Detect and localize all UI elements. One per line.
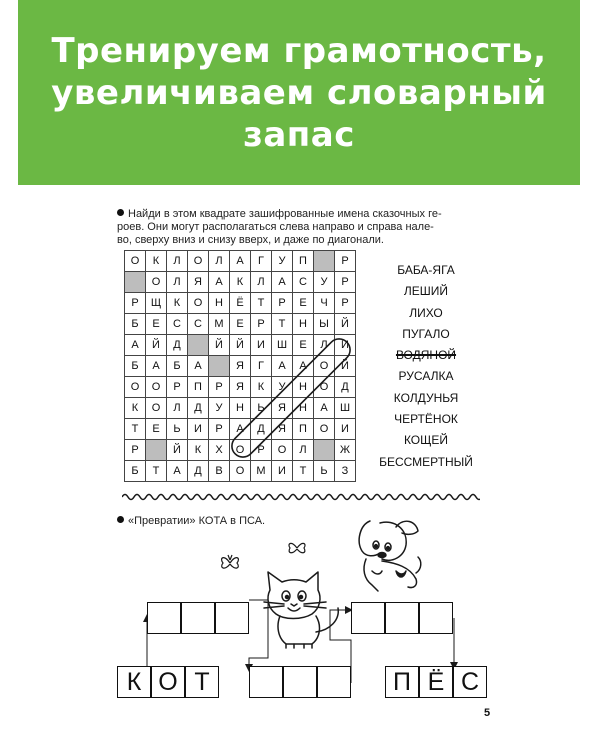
task1-instruction-line-2: роев. Они могут располагаться слева направо и справа нале-	[117, 221, 434, 233]
grid-cell[interactable]: Т	[293, 461, 314, 482]
grid-cell[interactable]: Н	[293, 314, 314, 335]
grid-cell[interactable]: О	[125, 377, 146, 398]
title-line-1: Тренируем грамотность,	[51, 30, 547, 71]
grid-cell[interactable]: Г	[251, 356, 272, 377]
grid-cell[interactable]: Р	[335, 272, 356, 293]
grid-cell[interactable]: А	[272, 272, 293, 293]
grid-cell[interactable]: Д	[251, 419, 272, 440]
grid-cell[interactable]: Ы	[314, 314, 335, 335]
grid-cell[interactable]: К	[188, 440, 209, 461]
grid-cell[interactable]: Д	[188, 398, 209, 419]
word-list-item: ЛЕШИЙ	[403, 284, 449, 299]
grid-cell[interactable]: Ш	[335, 398, 356, 419]
grid-cell[interactable]: Р	[125, 293, 146, 314]
grid-cell[interactable]: Р	[209, 419, 230, 440]
grid-cell[interactable]: У	[209, 398, 230, 419]
grid-cell[interactable]: Б	[125, 356, 146, 377]
grid-cell[interactable]: И	[272, 461, 293, 482]
end-letter-box: Ё	[419, 666, 453, 698]
word-list-item: КОЩЕЙ	[403, 433, 449, 448]
word-list-item: ПУГАЛО	[402, 326, 450, 341]
grid-cell[interactable]: В	[209, 461, 230, 482]
blank-letter-box[interactable]	[215, 602, 249, 634]
grid-cell[interactable]: А	[146, 356, 167, 377]
grid-cell[interactable]: А	[314, 398, 335, 419]
grid-cell[interactable]: Е	[146, 419, 167, 440]
grid-cell[interactable]: Р	[272, 293, 293, 314]
blank-letter-box[interactable]	[181, 602, 215, 634]
grid-cell[interactable]: О	[146, 377, 167, 398]
task1-instruction-line-1: Найди в этом квадрате зашифрованные имена сказочных ге-	[117, 208, 487, 221]
grid-cell[interactable]: Н	[293, 398, 314, 419]
word-list-item: КОЛДУНЬЯ	[393, 390, 459, 405]
grid-cell[interactable]: К	[146, 251, 167, 272]
grid-cell[interactable]: Р	[335, 293, 356, 314]
start-letter-box: К	[117, 666, 151, 698]
grid-cell[interactable]: О	[272, 440, 293, 461]
blank-letter-box[interactable]	[419, 602, 453, 634]
grid-cell[interactable]: К	[230, 272, 251, 293]
grid-cell[interactable]: И	[251, 335, 272, 356]
grid-cell[interactable]: Я	[272, 419, 293, 440]
blank-letter-box[interactable]	[147, 602, 181, 634]
grid-cell[interactable]: Е	[293, 335, 314, 356]
grid-cell[interactable]: О	[188, 293, 209, 314]
grid-cell[interactable]: Р	[251, 440, 272, 461]
task2-instruction: «Превратии» КОТА в ПСА.	[117, 515, 265, 528]
grid-cell[interactable]: А	[188, 356, 209, 377]
grid-cell[interactable]: О	[314, 377, 335, 398]
grid-cell[interactable]: Я	[230, 377, 251, 398]
grid-cell[interactable]: Д	[167, 335, 188, 356]
grid-cell[interactable]: К	[125, 398, 146, 419]
grid-cell[interactable]: Н	[293, 377, 314, 398]
grid-cell[interactable]: Е	[293, 293, 314, 314]
grid-cell[interactable]: А	[272, 356, 293, 377]
grid-cell[interactable]: Г	[251, 251, 272, 272]
grid-cell[interactable]: Й	[209, 335, 230, 356]
butterfly-icon	[286, 538, 308, 558]
butterfly-icon	[218, 552, 242, 574]
grid-cell[interactable]: С	[293, 272, 314, 293]
grid-cell[interactable]: Л	[167, 251, 188, 272]
grid-cell[interactable]: У	[314, 272, 335, 293]
grid-cell[interactable]: П	[293, 251, 314, 272]
grid-cell[interactable]: Р	[209, 377, 230, 398]
cat-illustration	[256, 568, 346, 650]
grid-cell[interactable]: О	[188, 251, 209, 272]
grid-cell[interactable]: Л	[293, 440, 314, 461]
grid-cell[interactable]: К	[251, 377, 272, 398]
grid-cell[interactable]: Е	[230, 314, 251, 335]
grid-cell[interactable]: Н	[209, 293, 230, 314]
grid-cell[interactable]: О	[146, 398, 167, 419]
grid-cell[interactable]: О	[230, 440, 251, 461]
word-list-item: ЧЕРТЁНОК	[394, 412, 458, 427]
grid-cell[interactable]: П	[188, 377, 209, 398]
grid-cell[interactable]: Й	[230, 335, 251, 356]
grid-cell[interactable]: Ш	[272, 335, 293, 356]
title-line-3: запас	[243, 114, 355, 155]
grid-cell[interactable]: Ё	[230, 293, 251, 314]
grid-cell[interactable]: А	[230, 251, 251, 272]
grid-cell[interactable]: А	[293, 356, 314, 377]
page-number: 5	[484, 707, 491, 719]
grid-cell[interactable]: А	[125, 335, 146, 356]
grid-cell[interactable]: Р	[167, 377, 188, 398]
grid-cell[interactable]: И	[188, 419, 209, 440]
grid-cell[interactable]: А	[230, 419, 251, 440]
grid-cell[interactable]: У	[272, 251, 293, 272]
title-line-2: увеличиваем словарный	[51, 72, 547, 113]
grid-cell[interactable]: И	[335, 335, 356, 356]
grid-cell[interactable]: Щ	[146, 293, 167, 314]
grid-cell[interactable]: Р	[335, 251, 356, 272]
blank-letter-box[interactable]	[283, 666, 317, 698]
grid-cell[interactable]: Д	[335, 377, 356, 398]
grid-cell[interactable]: Ч	[314, 293, 335, 314]
blank-letter-box[interactable]	[317, 666, 351, 698]
grid-cell[interactable]: Б	[125, 314, 146, 335]
dog-illustration	[352, 513, 424, 593]
grid-cell[interactable]: Й	[335, 314, 356, 335]
word-list-item: БЕССМЕРТНЫЙ	[379, 454, 473, 469]
grid-cell[interactable]: Н	[230, 398, 251, 419]
word-list-item: ЛИХО	[409, 305, 443, 320]
grid-cell[interactable]: Т	[146, 461, 167, 482]
grid-cell[interactable]: Й	[167, 440, 188, 461]
grid-cell[interactable]: М	[209, 314, 230, 335]
end-letter-box: П	[385, 666, 419, 698]
grid-cell[interactable]: Л	[209, 251, 230, 272]
grid-cell[interactable]: Я	[188, 272, 209, 293]
grid-cell[interactable]: И	[335, 419, 356, 440]
grid-cell[interactable]: О	[146, 272, 167, 293]
grid-cell[interactable]: Й	[146, 335, 167, 356]
grid-cell[interactable]: О	[314, 356, 335, 377]
grid-cell[interactable]: Х	[209, 440, 230, 461]
grid-cell[interactable]: Й	[335, 356, 356, 377]
grid-cell[interactable]: Р	[125, 440, 146, 461]
grid-cell[interactable]: Л	[314, 335, 335, 356]
grid-cell[interactable]: Ь	[314, 461, 335, 482]
grid-cell[interactable]: Л	[167, 272, 188, 293]
grid-cell[interactable]: О	[125, 251, 146, 272]
grid-cell[interactable]: Т	[125, 419, 146, 440]
grid-cell[interactable]: О	[230, 461, 251, 482]
grid-cell[interactable]: С	[188, 314, 209, 335]
grid-cell[interactable]: Я	[230, 356, 251, 377]
grid-cell[interactable]: О	[314, 419, 335, 440]
word-list-item: ВОДЯНОЙ	[395, 348, 457, 363]
grid-cell[interactable]: Б	[167, 356, 188, 377]
grid-cell[interactable]: Е	[146, 314, 167, 335]
grid-cell[interactable]: А	[167, 461, 188, 482]
blank-letter-box[interactable]	[351, 602, 385, 634]
grid-cell[interactable]: З	[335, 461, 356, 482]
grid-cell[interactable]: А	[209, 272, 230, 293]
grid-cell[interactable]: М	[251, 461, 272, 482]
grid-cell[interactable]: Т	[251, 293, 272, 314]
blank-letter-box[interactable]	[385, 602, 419, 634]
start-letter-box: Т	[185, 666, 219, 698]
grid-cell[interactable]: Л	[251, 272, 272, 293]
task1-instruction-line-3: во, сверху вниз и снизу вверх, и даже по диагонали.	[117, 234, 384, 246]
end-letter-box: С	[453, 666, 487, 698]
grid-cell[interactable]: У	[272, 377, 293, 398]
grid-cell[interactable]: С	[167, 314, 188, 335]
blank-letter-box[interactable]	[249, 666, 283, 698]
grid-cell[interactable]: Ж	[335, 440, 356, 461]
grid-cell[interactable]: Т	[272, 314, 293, 335]
grid-cell[interactable]: Ь	[251, 398, 272, 419]
grid-cell[interactable]: Я	[272, 398, 293, 419]
start-letter-box: О	[151, 666, 185, 698]
grid-cell[interactable]: Б	[125, 461, 146, 482]
grid-cell[interactable]: Л	[167, 398, 188, 419]
word-list-item: БАБА-ЯГА	[397, 263, 455, 277]
grid-cell[interactable]: Р	[251, 314, 272, 335]
grid-cell[interactable]: Ь	[167, 419, 188, 440]
grid-cell[interactable]: П	[293, 419, 314, 440]
grid-cell[interactable]: Д	[188, 461, 209, 482]
word-list-item: РУСАЛКА	[398, 369, 454, 384]
grid-cell[interactable]: К	[167, 293, 188, 314]
